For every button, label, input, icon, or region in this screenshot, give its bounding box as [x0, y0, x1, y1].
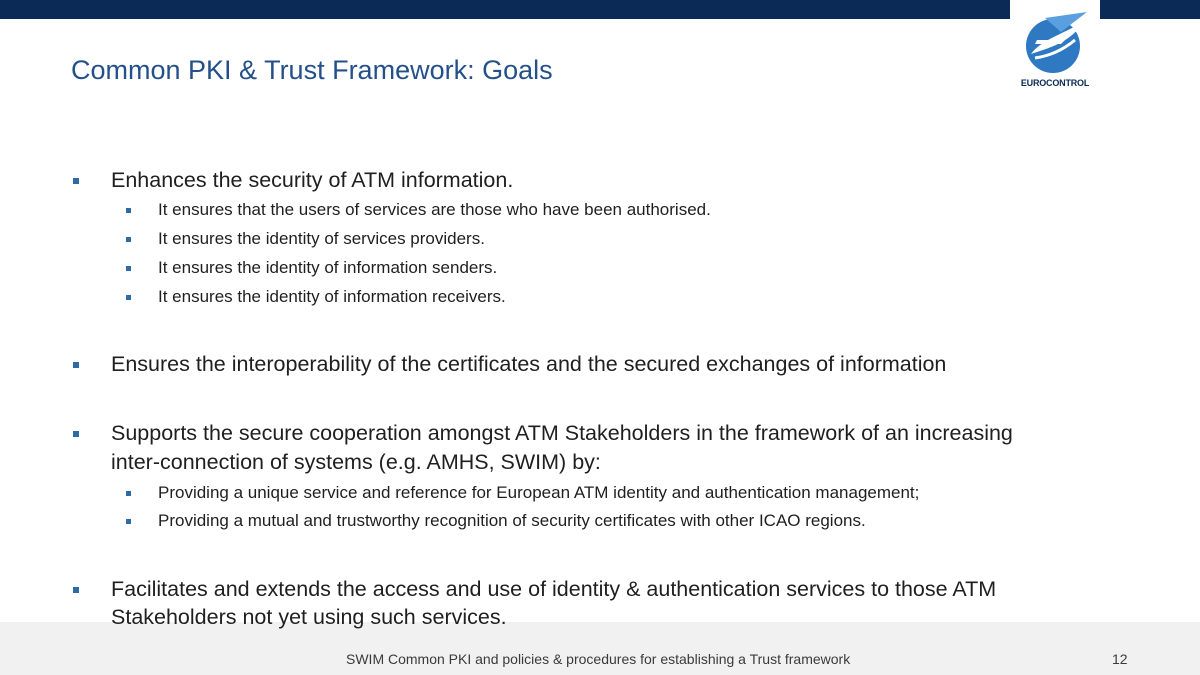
- bullet-text-line2: inter-connection of systems (e.g. AMHS, SWIM) by:: [111, 450, 601, 474]
- bullet-text-line1: Facilitates and extends the access and use of identity & authentication services to those ATM: [111, 577, 997, 601]
- sub-bullet-text: It ensures the identity of services providers.: [158, 229, 485, 248]
- sub-bullet-text: Providing a mutual and trustworthy recognition of security certificates with other ICAO regions.: [158, 511, 866, 530]
- sub-bullet-text: It ensures the identity of information receivers.: [158, 287, 506, 306]
- sub-bullet-marker: [126, 491, 131, 496]
- page-number: 12: [1112, 651, 1128, 667]
- bullet-text: Enhances the security of ATM information.: [111, 168, 514, 192]
- bullet-text: Ensures the interoperability of the certificates and the secured exchanges of information: [111, 352, 947, 376]
- sub-bullet-marker: [126, 295, 131, 300]
- bullet-marker: [73, 362, 79, 368]
- bullet-marker: [73, 178, 79, 184]
- sub-bullet-text: It ensures that the users of services are those who have been authorised.: [158, 200, 711, 219]
- bullet-marker: [73, 431, 79, 437]
- sub-bullet-marker: [126, 237, 131, 242]
- sub-bullet-text: It ensures the identity of information senders.: [158, 258, 498, 277]
- sub-bullet-marker: [126, 208, 131, 213]
- sub-bullet-marker: [126, 519, 131, 524]
- sub-bullet-text: Providing a unique service and reference for European ATM identity and authentication management;: [158, 483, 920, 502]
- logo-wordmark: EUROCONTROL: [1020, 78, 1090, 88]
- slide-title: Common PKI & Trust Framework: Goals: [71, 55, 553, 85]
- footer-text: SWIM Common PKI and policies & procedures for establishing a Trust framework: [346, 651, 851, 667]
- bullet-marker: [73, 587, 79, 593]
- bullet-text-line2: Stakeholders not yet using such services.: [111, 605, 507, 629]
- sub-bullet-marker: [126, 266, 131, 271]
- bullet-text-line1: Supports the secure cooperation amongst ATM Stakeholders in the framework of an increasing: [111, 421, 1013, 445]
